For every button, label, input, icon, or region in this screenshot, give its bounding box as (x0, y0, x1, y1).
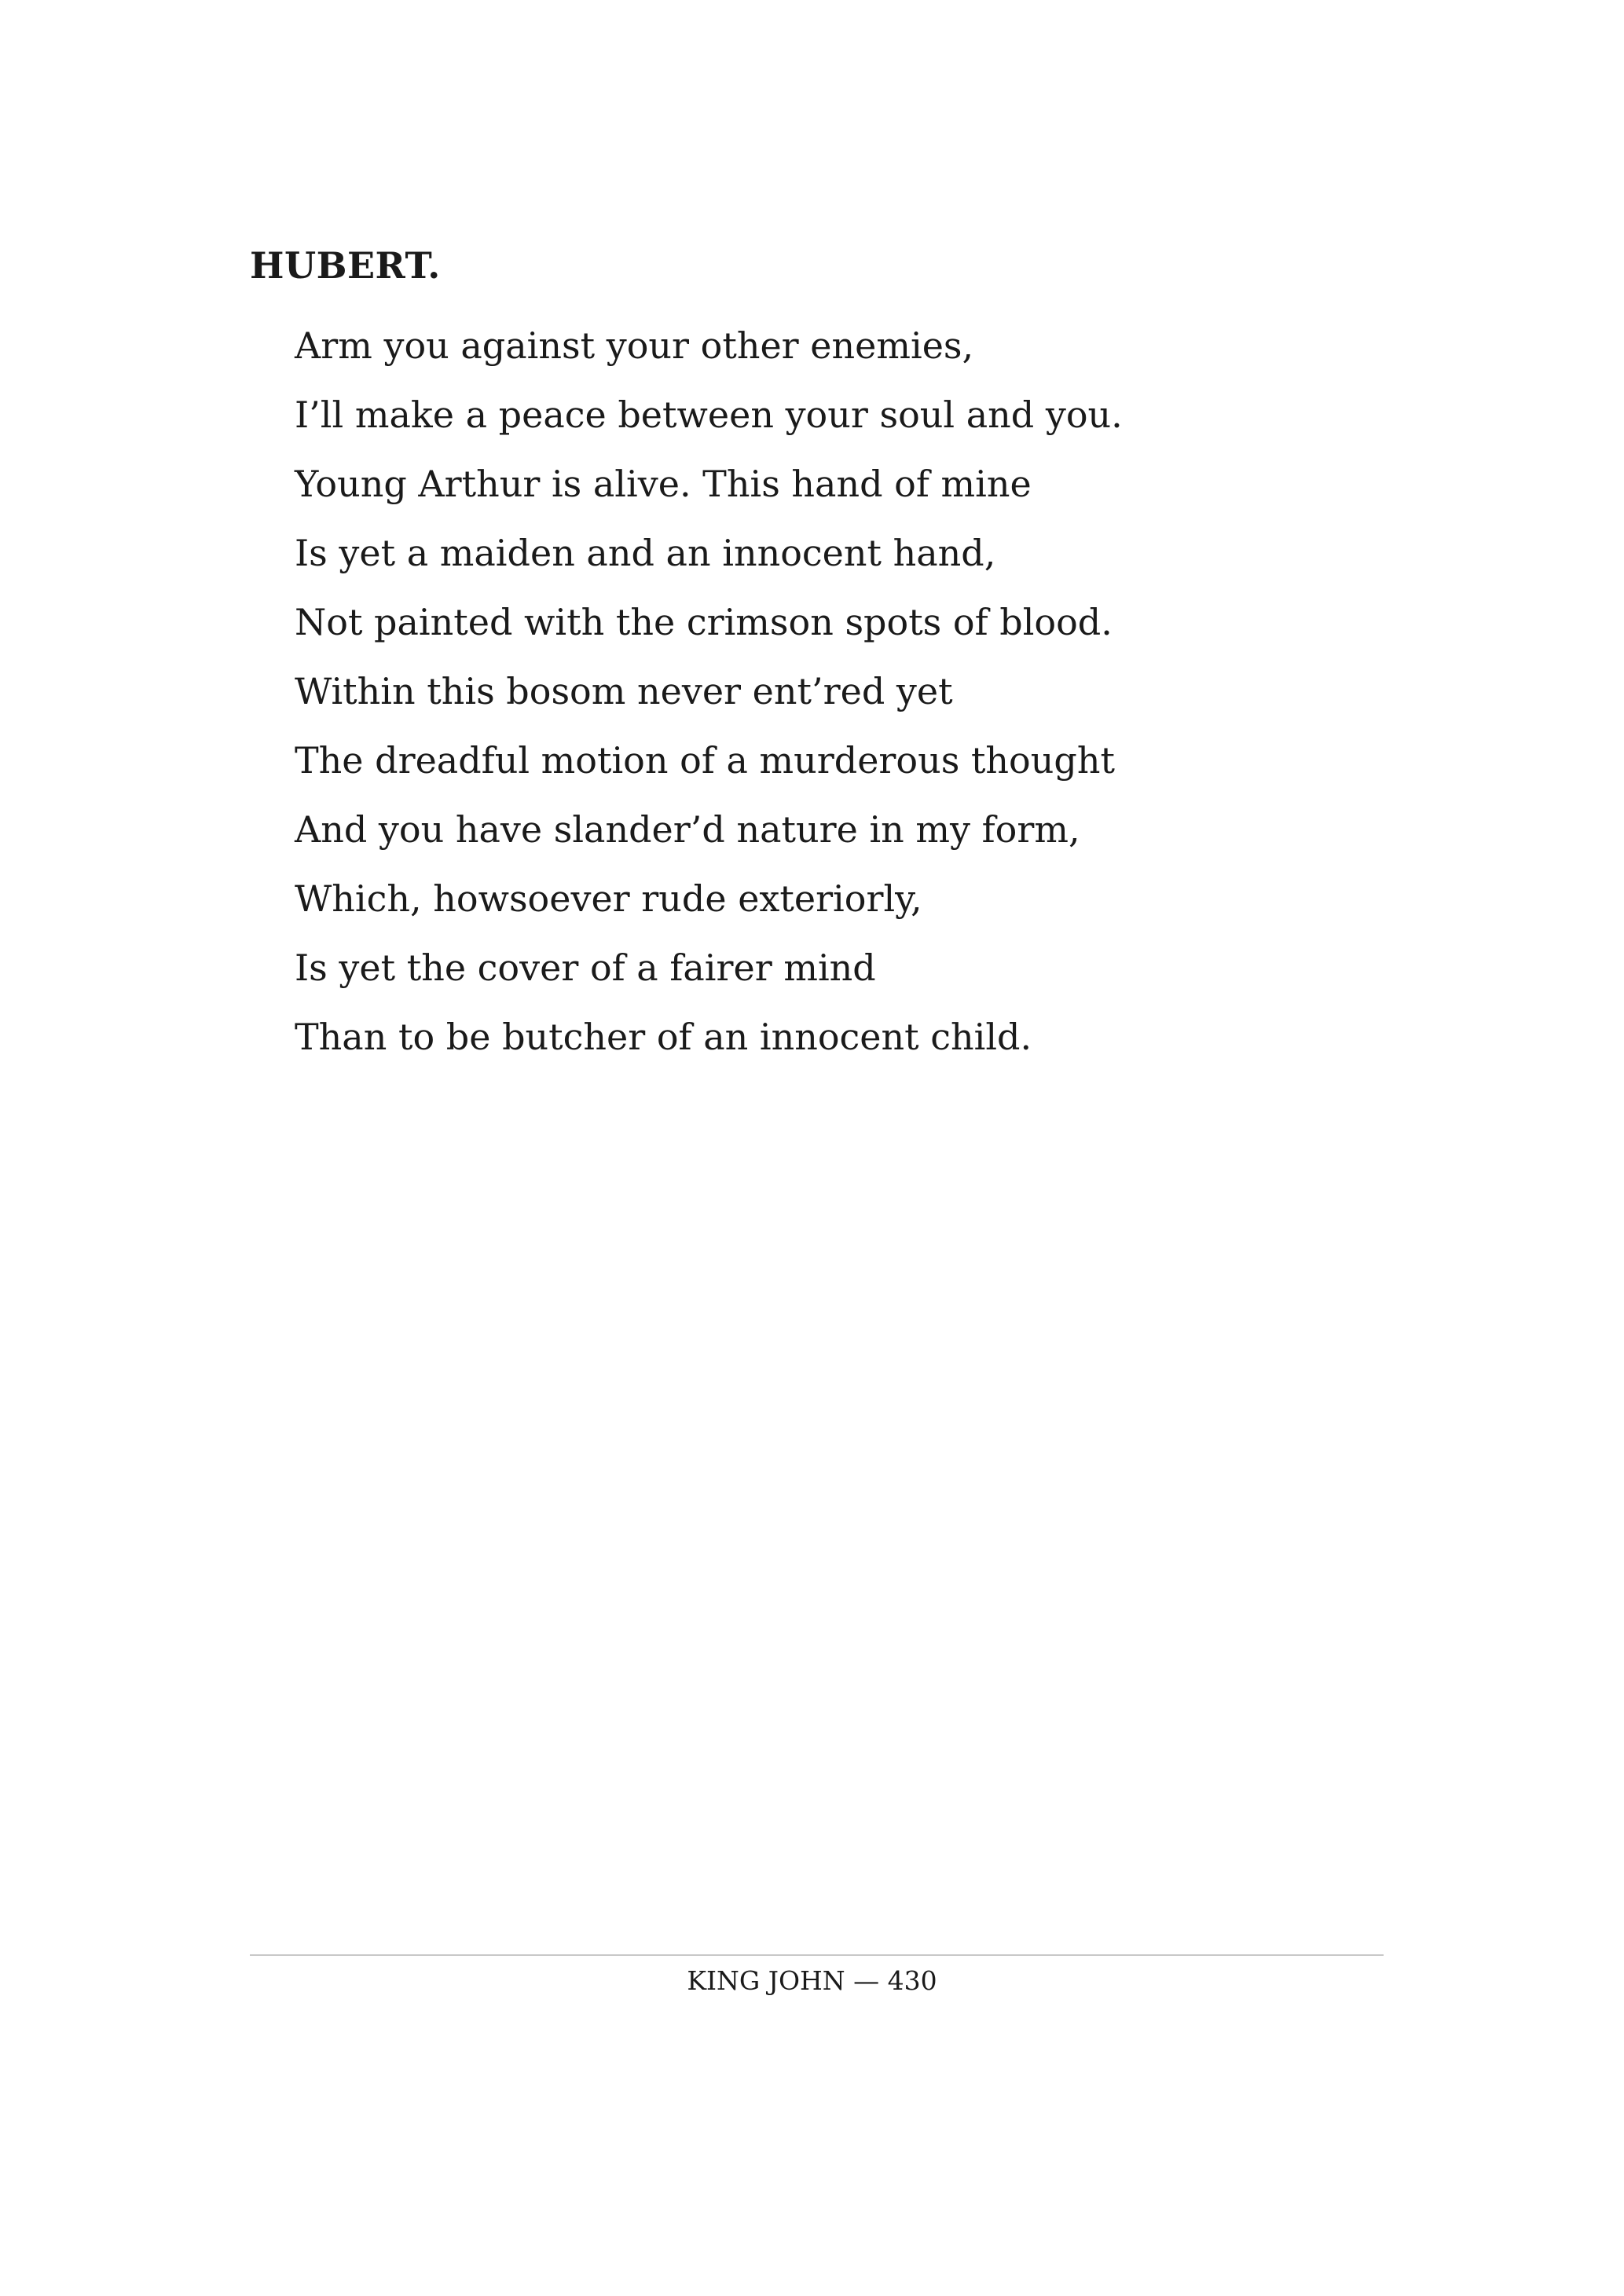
verse-line: Within this bosom never ent’red yet (295, 670, 953, 712)
verse-line: Young Arthur is alive. This hand of mine (295, 463, 1032, 505)
verse-line: Arm you against your other enemies, (295, 324, 974, 367)
verse-line: And you have slander’d nature in my form, (295, 808, 1080, 851)
footer-divider (250, 1954, 1384, 1956)
speaker-name: HUBERT. (250, 244, 441, 287)
verse-line: The dreadful motion of a murderous thought (295, 739, 1115, 782)
verse-line: Is yet a maiden and an innocent hand, (295, 532, 996, 574)
verse-line: Is yet the cover of a fairer mind (295, 947, 876, 989)
verse-line: I’ll make a peace between your soul and you. (295, 394, 1123, 436)
verse-line: Not painted with the crimson spots of blood. (295, 601, 1113, 643)
verse-line: Than to be butcher of an innocent child. (295, 1016, 1032, 1058)
verse-block (295, 311, 1123, 1071)
verse-line: Which, howsoever rude exteriorly, (295, 877, 922, 920)
page-footer: KING JOHN — 430 (687, 1965, 937, 1996)
